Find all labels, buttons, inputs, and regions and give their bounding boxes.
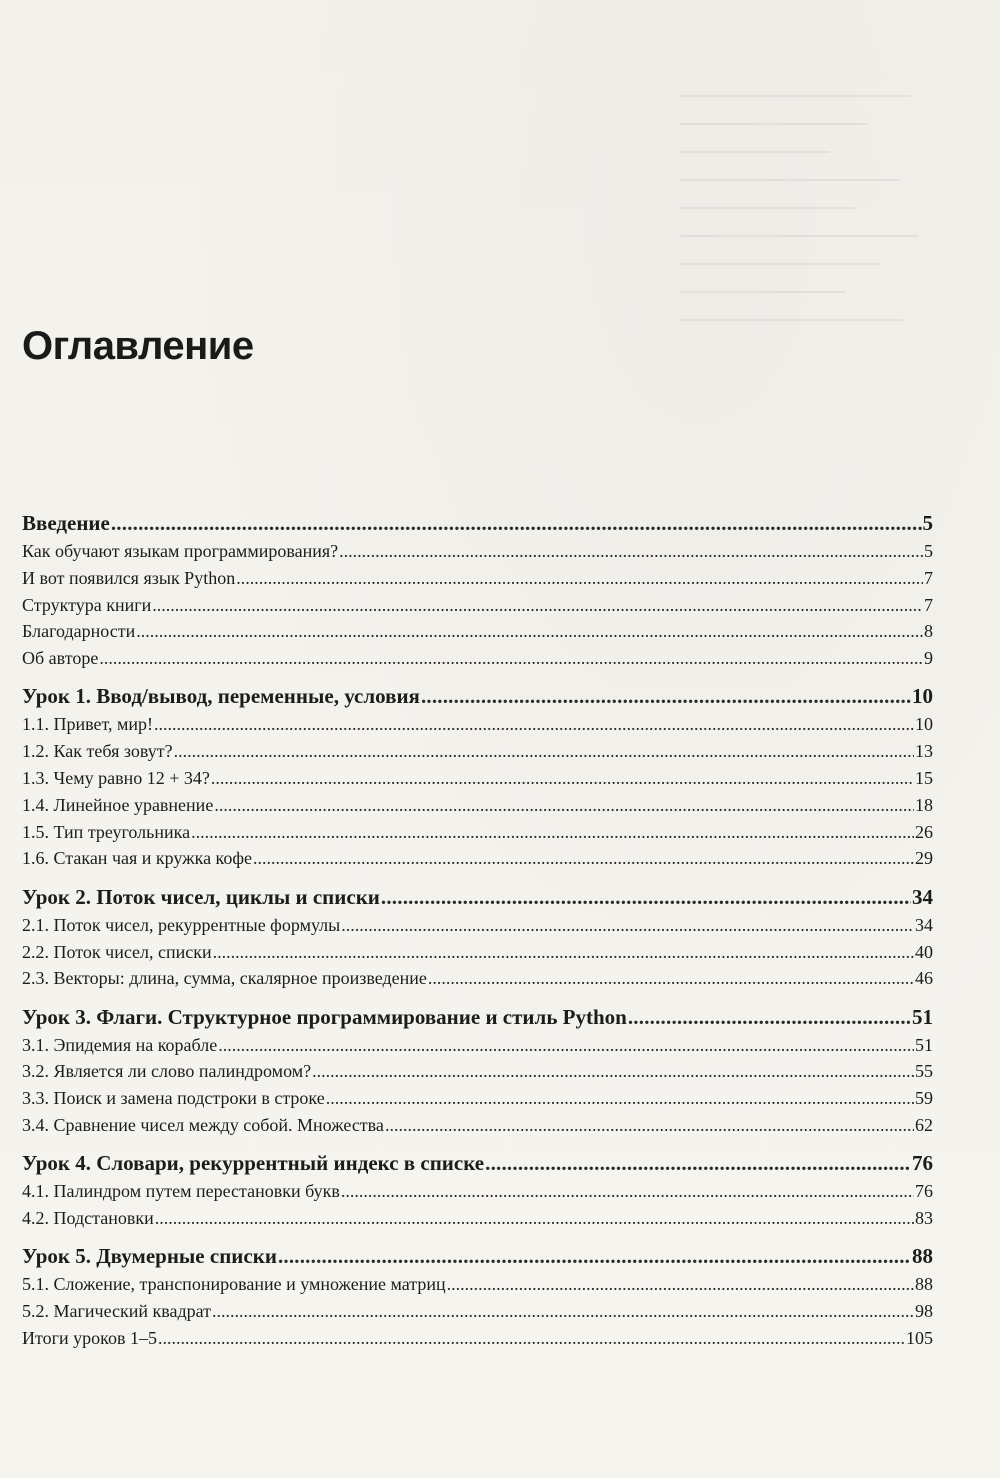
- toc-chapter-entry: [22, 681, 933, 711]
- dot-leader: [278, 1241, 911, 1271]
- page-number: 5: [924, 541, 933, 561]
- dot-leader: [341, 912, 914, 939]
- page-number: 34: [915, 914, 933, 935]
- table-of-contents: [22, 508, 933, 1352]
- entry-title: 1.2. Как тебя зовут?: [22, 741, 173, 762]
- entry-title: Как обучают языкам программирования?: [22, 541, 339, 561]
- chapter-title: Введение: [22, 511, 110, 535]
- dot-leader: [628, 1002, 911, 1032]
- dot-leader: [191, 819, 914, 846]
- toc-entry: [22, 792, 933, 819]
- chapter-title: Урок 3. Флаги. Структурное программирование и стиль Python: [22, 1004, 627, 1029]
- toc-chapter-entry: [22, 508, 933, 538]
- entry-title: 4.1. Палиндром путем перестановки букв: [22, 1181, 340, 1202]
- section-gap: [22, 872, 933, 882]
- dot-leader: [421, 681, 911, 711]
- entry-title: 1.5. Тип треугольника: [22, 821, 191, 842]
- page-number: 76: [915, 1181, 933, 1202]
- toc-entry: [22, 618, 933, 645]
- entry-title: И вот появился язык Python: [22, 567, 236, 588]
- entry-title: 1.6. Стакан чая и кружка кофе: [22, 848, 253, 869]
- page-number: 10: [912, 684, 933, 709]
- page-number: 26: [915, 821, 933, 842]
- toc-entry: [22, 1271, 933, 1298]
- entry-title: Благодарности: [22, 621, 136, 642]
- dot-leader: [155, 1205, 914, 1232]
- toc-entry: [22, 1178, 933, 1205]
- toc-entry: [22, 738, 933, 765]
- toc-chapter-entry: [22, 882, 933, 912]
- dot-leader: [99, 645, 923, 672]
- entry-title: 3.1. Эпидемия на корабле: [22, 1034, 218, 1055]
- chapter-title: Урок 2. Поток чисел, циклы и списки: [22, 884, 380, 909]
- page-number: 88: [915, 1274, 933, 1295]
- entry-title: 3.4. Сравнение чисел между собой. Множества: [22, 1115, 384, 1136]
- dot-leader: [485, 1148, 911, 1178]
- page-number: 18: [915, 794, 933, 815]
- section-gap: [22, 992, 933, 1002]
- dot-leader: [385, 1112, 914, 1139]
- toc-entry: [22, 645, 933, 672]
- entry-title: 5.2. Магический квадрат: [22, 1301, 212, 1322]
- entry-title: 1.4. Линейное уравнение: [22, 794, 214, 815]
- dot-leader: [341, 1178, 914, 1205]
- chapter-title: Урок 5. Двумерные списки: [22, 1244, 277, 1269]
- dot-leader: [326, 1085, 914, 1112]
- entry-title: 3.2. Является ли слово палиндромом?: [22, 1061, 312, 1082]
- entry-title: 4.2. Подстановки: [22, 1208, 154, 1229]
- entry-title: 2.2. Поток чисел, списки: [22, 941, 212, 962]
- page-number: 8: [924, 621, 933, 642]
- toc-chapter-entry: [22, 1002, 933, 1032]
- toc-entry: [22, 912, 933, 939]
- toc-entry: [22, 1298, 933, 1325]
- toc-chapter-entry: [22, 1241, 933, 1271]
- dot-leader: [136, 618, 923, 645]
- toc-entry: [22, 965, 933, 992]
- page-number: 5: [922, 511, 933, 535]
- page-number: 40: [915, 941, 933, 962]
- page-number: 15: [915, 768, 933, 789]
- page-number: 7: [924, 594, 933, 615]
- page-number: 51: [915, 1034, 933, 1055]
- dot-leader: [214, 792, 914, 819]
- show-through-text: [680, 95, 930, 425]
- toc-entry: [22, 939, 933, 966]
- dot-leader: [253, 845, 914, 872]
- chapter-title: Урок 1. Ввод/вывод, переменные, условия: [22, 684, 420, 709]
- dot-leader: [447, 1271, 914, 1298]
- toc-section: [22, 508, 933, 672]
- toc-section: [22, 681, 933, 872]
- dot-leader: [211, 765, 914, 792]
- chapter-title: Урок 4. Словари, рекуррентный индекс в списке: [22, 1151, 485, 1176]
- toc-chapter-entry: [22, 1148, 933, 1178]
- page-number: 7: [924, 567, 933, 588]
- toc-entry: [22, 1205, 933, 1232]
- dot-leader: [381, 882, 911, 912]
- page-number: 51: [912, 1004, 933, 1029]
- toc-entry: [22, 765, 933, 792]
- dot-leader: [339, 538, 923, 565]
- section-gap: [22, 1139, 933, 1149]
- entry-title: Итоги уроков 1–5: [22, 1328, 157, 1349]
- page-number: 46: [915, 968, 933, 989]
- entry-title: 2.1. Поток чисел, рекуррентные формулы: [22, 914, 341, 935]
- toc-entry: [22, 1325, 933, 1352]
- page-number: 62: [915, 1115, 933, 1136]
- page-number: 98: [915, 1301, 933, 1322]
- page-number: 29: [915, 848, 933, 869]
- section-gap: [22, 672, 933, 682]
- page-number: 88: [912, 1244, 933, 1269]
- entry-title: 2.3. Векторы: длина, сумма, скалярное произведение: [22, 968, 427, 989]
- dot-leader: [428, 965, 914, 992]
- toc-section: [22, 882, 933, 992]
- dot-leader: [152, 592, 923, 619]
- toc-entry: [22, 1058, 933, 1085]
- page-number: 59: [915, 1088, 933, 1109]
- toc-section: [22, 1002, 933, 1139]
- toc-section: [22, 1148, 933, 1232]
- toc-entry: [22, 565, 933, 592]
- toc-section: [22, 1241, 933, 1351]
- entry-title: Об авторе: [22, 648, 99, 669]
- toc-entry: [22, 1085, 933, 1112]
- dot-leader: [236, 565, 923, 592]
- page-number: 9: [924, 648, 933, 669]
- toc-entry: [22, 711, 933, 738]
- dot-leader: [111, 508, 922, 538]
- entry-title: 3.3. Поиск и замена подстроки в строке: [22, 1088, 325, 1109]
- page-title: Оглавление: [22, 324, 254, 368]
- section-gap: [22, 1232, 933, 1242]
- entry-title: 1.3. Чему равно 12 + 34?: [22, 768, 210, 789]
- page-number: 10: [915, 714, 933, 735]
- page-number: 13: [915, 741, 933, 762]
- toc-entry: [22, 845, 933, 872]
- toc-entry: [22, 592, 933, 619]
- page-number: 105: [906, 1328, 933, 1349]
- dot-leader: [174, 738, 914, 765]
- dot-leader: [218, 1032, 914, 1059]
- dot-leader: [158, 1325, 905, 1352]
- dot-leader: [312, 1058, 914, 1085]
- toc-entry: [22, 1032, 933, 1059]
- page-number: 34: [912, 884, 933, 909]
- dot-leader: [213, 939, 914, 966]
- page-number: 55: [915, 1061, 933, 1082]
- entry-title: 5.1. Сложение, транспонирование и умножение матриц: [22, 1274, 446, 1295]
- entry-title: 1.1. Привет, мир!: [22, 714, 154, 735]
- entry-title: Структура книги: [22, 594, 152, 615]
- dot-leader: [154, 711, 914, 738]
- dot-leader: [212, 1298, 914, 1325]
- toc-entry: [22, 819, 933, 846]
- page-number: 76: [912, 1151, 933, 1176]
- toc-entry: [22, 538, 933, 565]
- toc-entry: [22, 1112, 933, 1139]
- page-number: 83: [915, 1208, 933, 1229]
